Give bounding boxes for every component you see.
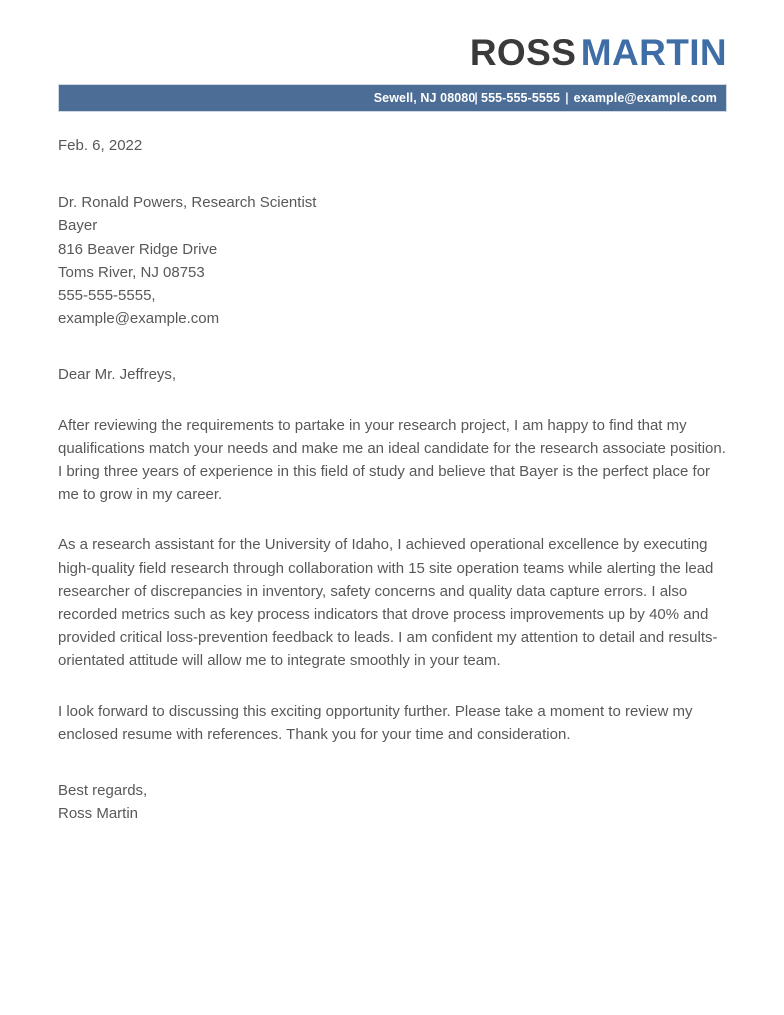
letter-content [58,134,730,825]
recipient-phone: 555-555-5555, [58,287,156,305]
body-paragraph-3: I look forward to discussing this exciting opportunity further. Please take a moment to review my enclosed resume with references. Thank you for your time and consideration. [58,702,693,743]
body-paragraph-2: As a research assistant for the University of Idaho, I achieved operational excellence by executing high-quality field research through collaboration with 15 site operation teams while alerting the lead researcher of discrepancies in inventory, safety concerns and quality data capture errors. I also recorded metrics such as key process indicators that drove process improvements up by 40% and provided critical loss-prevention feedback to leads. I am confident my attention to detail and results-orientated attitude will allow me to integrate smoothly in your team. [58,536,718,670]
recipient-name-title: Dr. Ronald Powers, Research Scientist [58,194,317,212]
recipient-email: example@example.com [58,310,220,328]
applicant-first-name: ROSS [469,32,577,73]
recipient-block [58,191,730,330]
recipient-city-state-zip: Toms River, NJ 08753 [58,263,205,281]
body-paragraph-1: After reviewing the requirements to partake in your research project, I am happy to find that my qualifications match your needs and make me an ideal candidate for the research associate position. I bring three years of experience in this field of study and believe that Bayer is the perfect place for me to grow in my career. [58,416,726,504]
contact-email: example@example.com [573,91,717,105]
recipient-company: Bayer [58,217,98,235]
contact-location: Sewell, NJ 08080 [373,91,476,105]
contact-separator-1: | [474,91,479,105]
applicant-name [0,0,784,71]
recipient-street: 816 Beaver Ridge Drive [58,240,218,258]
contact-phone: 555-555-5555 [481,91,561,105]
applicant-last-name: MARTIN [580,32,727,73]
salutation: Dear Mr. Jeffreys, [58,366,177,384]
letter-date: Feb. 6, 2022 [58,137,143,154]
signature-name: Ross Martin [58,805,139,823]
letterhead [0,0,784,105]
closing-block [58,779,730,825]
contact-details [374,91,717,105]
contact-separator-2: | [565,91,569,105]
valediction: Best regards, [58,782,148,800]
contact-bar [58,84,727,112]
